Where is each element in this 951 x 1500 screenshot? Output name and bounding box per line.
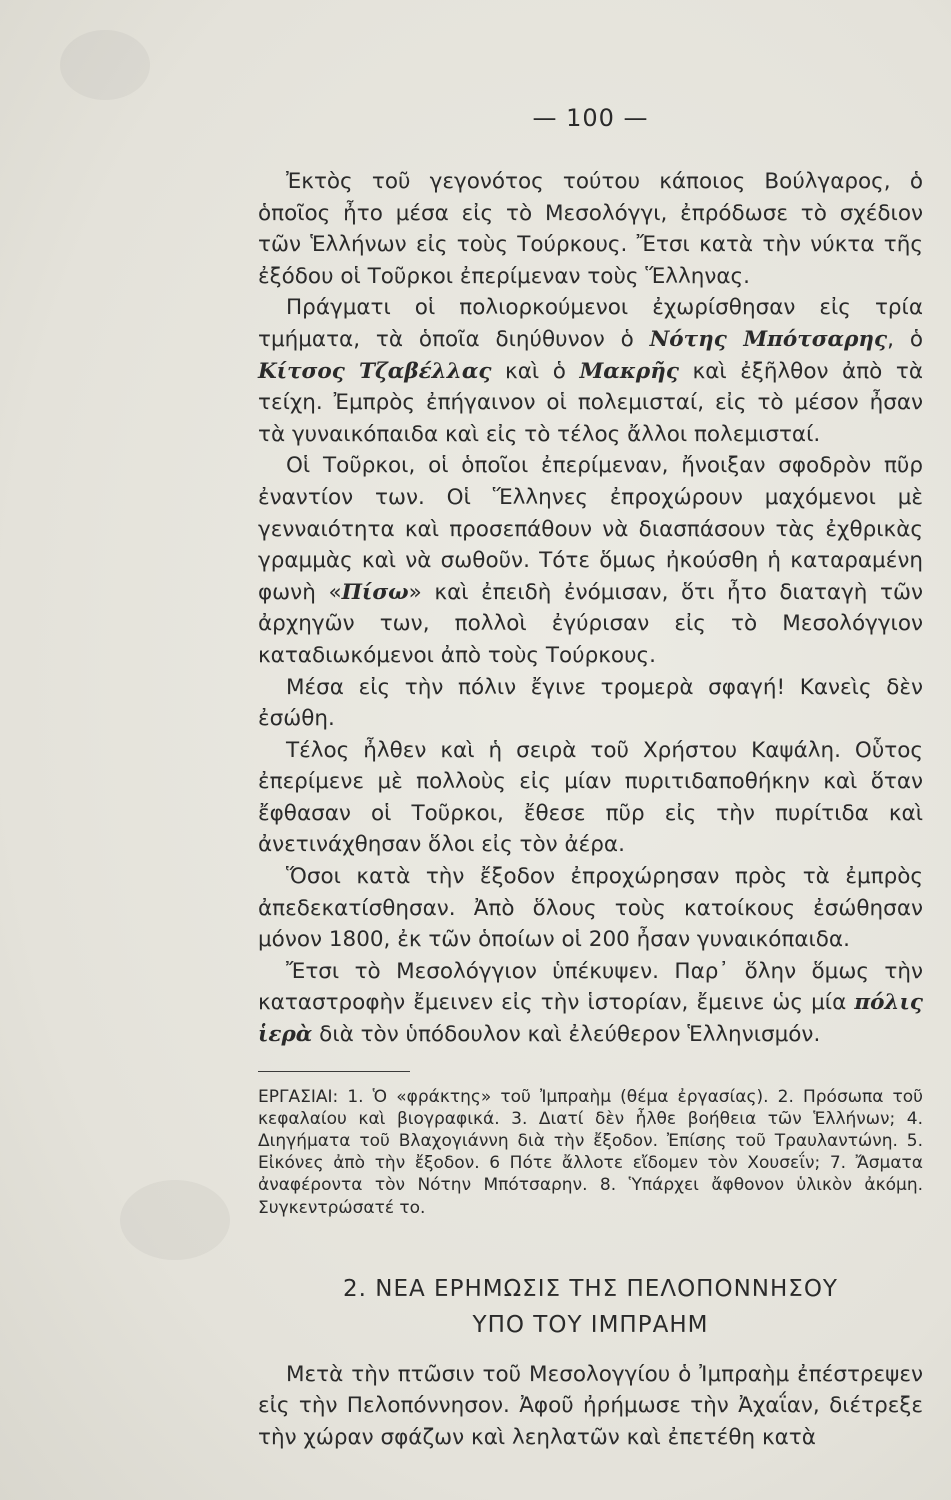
- paragraph-p6: [258, 861, 923, 956]
- paper-stain: [60, 30, 150, 100]
- text-run: Ἐκτὸς τοῦ γεγονότος τούτου κάποιος Βούλγαρος, ὁ ὁποῖος ἦτο μέσα εἰς τὸ Μεσολόγγι, ἐπρόδωσε τὸ σχέδιον τῶν Ἑλλήνων εἰς τοὺς Τούρκους. Ἔτσι κατὰ τὴν νύκτα τῆς ἐξόδου οἱ Τοῦρκοι ἐπερίμεναν τοὺς Ἕλληνας.: [258, 169, 923, 289]
- text-run: καὶ ἐξῆλθον ἀπὸ τὰ τείχη. Ἐμπρὸς ἐπήγαινον οἱ πολεμισταί, εἰς τὸ μέσον ἦσαν τὰ γυναικόπαιδα καὶ εἰς τὸ τέλος ἄλλοι πολεμισταί.: [258, 358, 924, 447]
- section-title-line-2: ΥΠΟ ΤΟΥ ΙΜΠΡΑΗΜ: [472, 1311, 709, 1338]
- emphasized-name: Μακρῆς: [579, 358, 679, 384]
- text-run: καὶ ὁ: [491, 358, 580, 384]
- paragraph-p4: [258, 672, 923, 735]
- emphasized-name: Πίσω: [341, 579, 409, 605]
- page-number: — 100 —: [532, 104, 649, 132]
- text-run: » καὶ ἐπειδὴ ἐνόμισαν, ὅτι ἦτο διαταγὴ τῶν ἀρχηγῶν των, πολλοὶ ἐγύρισαν εἰς τὸ Μεσολόγγιον καταδιωκόμενοι ἀπὸ τοὺς Τούρκους.: [258, 579, 923, 668]
- paragraph-p7: [258, 956, 923, 1051]
- body-text: [258, 166, 923, 1051]
- text-run: Οἱ Τοῦρκοι, οἱ ὁποῖοι ἐπερίμεναν, ἤνοιξαν σφοδρὸν πῦρ ἐναντίον των. Οἱ Ἕλληνες ἐπροχώρουν μαχόμενοι μὲ γενναιότητα καὶ προσεπάθουν νὰ διασπάσουν τὰς ἐχθρικὰς γραμμὰς καὶ νὰ σωθοῦν. Τότε ὅμως ἠκούσθη ἡ καταραμένη φωνὴ «: [258, 453, 923, 605]
- paragraph-p3: [258, 450, 923, 671]
- emphasized-name: Κίτσος Τζαβέλλας: [258, 358, 492, 384]
- paragraph-p5: [258, 735, 923, 861]
- section-paragraph: Μετὰ τὴν πτῶσιν τοῦ Μεσολογγίου ὁ Ἰμπραὴμ ἐπέστρεψεν εἰς τὴν Πελοπόννησον. Ἀφοῦ ἠρήμωσε τὴν Ἀχαΐαν, διέτρεξε τὴν χώραν σφάζων καὶ λεηλατῶν καὶ ἐπετέθη κατὰ: [258, 1361, 923, 1451]
- text-run: Ὅσοι κατὰ τὴν ἔξοδον ἐπροχώρησαν πρὸς τὰ ἐμπρὸς ἀπεδεκατίσθησαν. Ἀπὸ ὅλους τοὺς κατοίκους ἐσώθησαν μόνον 1800, ἐκ τῶν ὁποίων οἱ 200 ἦσαν γυναικόπαιδα.: [258, 864, 923, 953]
- paragraph-p2: [258, 292, 923, 450]
- emphasized-name: πόλις ἱερὰ: [258, 990, 923, 1048]
- text-run: Ἔτσι τὸ Μεσολόγγιον ὑπέκυψεν. Παρ᾽ ὅλην ὅμως τὴν καταστροφὴν ἔμεινεν εἰς τὴν ἱστορίαν, ἔμεινε ὡς μία: [258, 958, 923, 1016]
- text-run: Μέσα εἰς τὴν πόλιν ἔγινε τρομερὰ σφαγή! Κανεὶς δὲν ἐσώθη.: [258, 674, 923, 732]
- text-run: , ὁ: [887, 326, 923, 352]
- paragraph-p1: [258, 166, 923, 292]
- emphasized-name: Νότης Μπότσαρης: [649, 326, 888, 352]
- footnote-divider: [258, 1071, 410, 1072]
- section-title: [258, 1271, 923, 1343]
- text-run: διὰ τὸν ὑπόδουλον καὶ ἐλεύθερον Ἑλληνισμόν.: [312, 1022, 821, 1048]
- text-run: Τέλος ἦλθεν καὶ ἡ σειρὰ τοῦ Χρήστου Καψάλη. Οὗτος ἐπερίμενε μὲ πολλοὺς εἰς μίαν πυριτιδαποθήκην καὶ ὅταν ἔφθασαν οἱ Τοῦρκοι, ἔθεσε πῦρ εἰς τὴν πυρίτιδα καὶ ἀνετινάχθησαν ὅλοι εἰς τὸν ἀέρα.: [258, 737, 923, 858]
- paper-stain: [120, 1180, 230, 1260]
- section-title-line-1: 2. ΝΕΑ ΕΡΗΜΩΣΙΣ ΤΗΣ ΠΕΛΟΠΟΝΝΗΣΟΥ: [343, 1275, 838, 1302]
- text-run: Πράγματι οἱ πολιορκούμενοι ἐχωρίσθησαν εἰς τρία τμήματα, τὰ ὁποῖα διηύθυνον ὁ: [258, 295, 923, 352]
- exercises-note: ΕΡΓΑΣΙΑΙ: 1. Ὁ «φράκτης» τοῦ Ἰμπραὴμ (θέμα ἐργασίας). 2. Πρόσωπα τοῦ κεφαλαίου καὶ βιογραφικά. 3. Διατί δὲν ἦλθε βοήθεια τῶν Ἑλλήνων; 4. Διηγήματα τοῦ Βλαχογιάννη διὰ τὴν ἔξοδον. Ἐπίσης τοῦ Τραυλαντώνη. 5. Εἰκόνες ἀπὸ τὴν ἔξοδον. 6 Πότε ἄλλοτε εἴδομεν τὸν Χουσεΐν; 7. Ἄσματα ἀναφέροντα τὸν Νότην Μπότσαρην. 8. Ὑπάρχει ἄφθονον ὑλικὸν ἀκόμη. Συγκεντρώσατέ το.: [258, 1086, 923, 1218]
